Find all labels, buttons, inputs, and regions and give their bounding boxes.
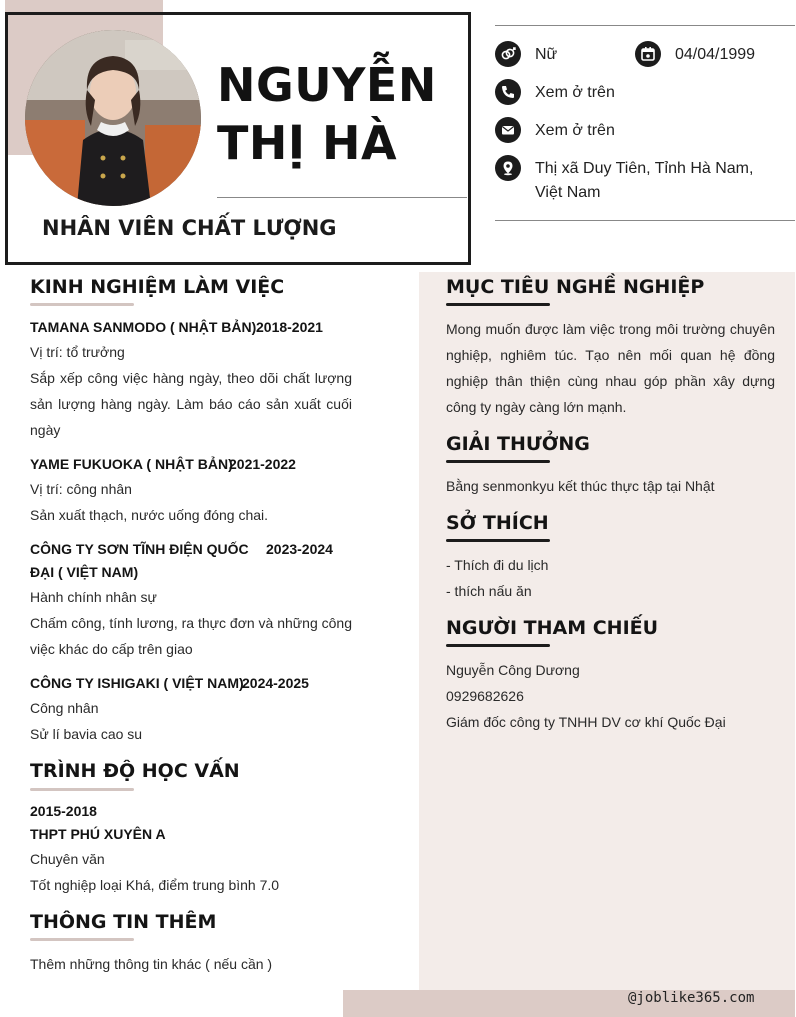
name-divider	[217, 197, 467, 198]
experience-title: KINH NGHIỆM LÀM VIỆC	[30, 276, 285, 298]
hobbies-title: SỞ THÍCH	[446, 512, 549, 534]
address-line-1: Thị xã Duy Tiên, Tỉnh Hà Nam,	[535, 160, 754, 177]
job-3-period: 2023-2024	[266, 541, 333, 557]
hobby-item-1: - Thích đi du lịch	[446, 557, 549, 573]
education-major: Chuyên văn	[30, 851, 105, 867]
additional-info-text: Thêm những thông tin khác ( nếu cần )	[30, 956, 273, 972]
job-2-description: Sản xuất thạch, nước uống đóng chai.	[30, 507, 269, 523]
awards-title-underline	[446, 460, 550, 463]
job-4-period: 2024-2025	[242, 675, 309, 691]
job-1-period: 2018-2021	[256, 319, 323, 335]
job-4-description: Sử lí bavia cao su	[30, 726, 143, 742]
job-4-position: Công nhân	[30, 700, 99, 716]
job-3-company-line-1: CÔNG TY SƠN TĨNH ĐIỆN QUỐC	[30, 541, 249, 557]
name-line-1: NGUYỄN	[217, 58, 437, 112]
contact-divider-bottom	[495, 220, 795, 221]
objective-title: MỤC TIÊU NGHỀ NGHIỆP	[446, 276, 705, 298]
gender-icon	[495, 41, 521, 67]
hobbies-title-underline	[446, 539, 550, 542]
watermark[interactable]: @joblike365.com	[628, 990, 755, 1006]
avatar	[25, 30, 201, 206]
address-value	[535, 157, 753, 205]
hobby-item-2: - thích nấu ăn	[446, 583, 532, 599]
reference-name: Nguyễn Công Dương	[446, 662, 580, 678]
education-result: Tốt nghiệp loại Khá, điểm trung bình 7.0	[30, 877, 280, 893]
awards-title: GIẢI THƯỞNG	[446, 433, 590, 455]
birthdate-value: 04/04/1999	[675, 46, 756, 63]
address-line-2: Việt Nam	[535, 184, 601, 201]
job-3-position: Hành chính nhân sự	[30, 589, 157, 605]
education-title-underline	[30, 788, 134, 791]
education-school: THPT PHÚ XUYÊN A	[30, 826, 166, 842]
job-3-description: Chấm công, tính lương, ra thực đơn và những công việc khác do cấp trên giao	[30, 615, 352, 657]
job-1-company: TAMANA SANMODO ( NHẬT BẢN)	[30, 319, 257, 335]
job-1-description: Sắp xếp công việc hàng ngày, theo dõi chất lượng sản lượng hàng ngày. Làm báo cáo sản xuất cuối ngày	[30, 370, 352, 438]
location-pin-icon	[495, 155, 521, 181]
phone-icon	[495, 79, 521, 105]
awards-text: Bằng senmonkyu kết thúc thực tập tại Nhật	[446, 478, 715, 494]
envelope-icon	[495, 117, 521, 143]
additional-info-title: THÔNG TIN THÊM	[30, 911, 217, 933]
calendar-icon	[635, 41, 661, 67]
email-value: Xem ở trên	[535, 122, 615, 139]
candidate-name	[217, 56, 457, 172]
job-1-position: Vị trí: tổ trưởng	[30, 344, 125, 360]
job-2-position: Vị trí: công nhân	[30, 481, 132, 497]
references-title: NGƯỜI THAM CHIẾU	[446, 617, 659, 639]
phone-value: Xem ở trên	[535, 84, 615, 101]
experience-title-underline	[30, 303, 134, 306]
gender-value: Nữ	[535, 46, 558, 63]
objective-title-underline	[446, 303, 550, 306]
job-2-period: 2021-2022	[229, 456, 296, 472]
additional-info-title-underline	[30, 938, 134, 941]
education-period: 2015-2018	[30, 803, 97, 819]
reference-position: Giám đốc công ty TNHH DV cơ khí Quốc Đại	[446, 714, 726, 730]
reference-phone: 0929682626	[446, 688, 524, 704]
job-title: NHÂN VIÊN CHẤT LƯỢNG	[42, 216, 337, 240]
job-2-company: YAME FUKUOKA ( NHẬT BẢN)	[30, 456, 233, 472]
job-4-company: CÔNG TY ISHIGAKI ( VIỆT NAM)	[30, 675, 244, 691]
objective-text: Mong muốn được làm việc trong môi trường chuyên nghiệp, nghiêm túc. Tạo nên mối quan hệ đồng nghiệp thân thiện cùng nhau góp phần xây dựng công ty ngày càng lớn mạnh.	[446, 321, 775, 415]
job-3-company-line-2: ĐẠI ( VIỆT NAM)	[30, 564, 139, 580]
education-title: TRÌNH ĐỘ HỌC VẤN	[30, 760, 240, 782]
name-line-2: THỊ HÀ	[217, 116, 398, 170]
references-title-underline	[446, 644, 550, 647]
contact-divider-top	[495, 25, 795, 26]
